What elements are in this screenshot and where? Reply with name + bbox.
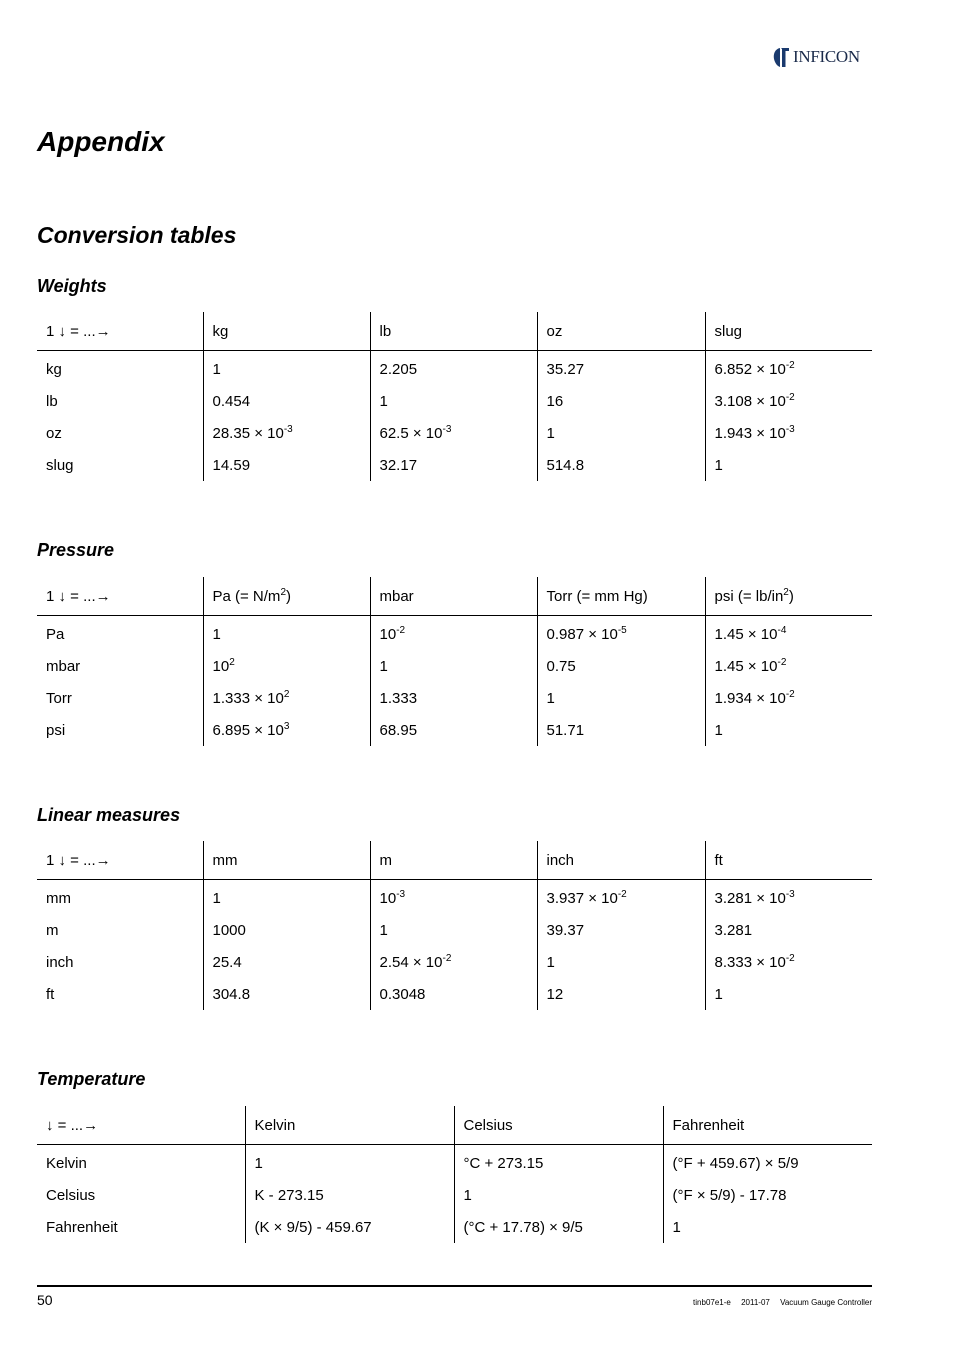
footer-divider bbox=[37, 1285, 872, 1287]
cell: 304.8 bbox=[203, 978, 370, 1010]
cell: 1000 bbox=[203, 914, 370, 946]
cell: 25.4 bbox=[203, 946, 370, 978]
cell: $1.934 \times 10^{-2}$ bbox=[705, 682, 872, 714]
row-label: Kelvin bbox=[46, 1154, 87, 1172]
header-cell: Pa (= $N/m^2$) bbox=[203, 577, 370, 616]
corner-cell: 1 ↓ = ...→ bbox=[37, 577, 203, 616]
header-cell: kg bbox=[203, 312, 370, 351]
table-header-row bbox=[37, 1106, 872, 1145]
cell: (°C + 17.78) × 9/5 bbox=[454, 1211, 663, 1243]
row-label: ft bbox=[46, 985, 55, 1003]
doc-code: tinb07e1-e bbox=[693, 1298, 731, 1307]
cell: 1 bbox=[203, 351, 370, 386]
row-label: mm bbox=[46, 889, 71, 907]
header-cell: slug bbox=[705, 312, 872, 351]
page-title: Appendix bbox=[37, 126, 165, 157]
cell: 0.454 bbox=[203, 385, 370, 417]
table-row bbox=[37, 449, 872, 481]
header-cell: lb bbox=[370, 312, 537, 351]
table-header-row bbox=[37, 312, 872, 351]
inficon-logo bbox=[772, 46, 860, 68]
table-row bbox=[37, 351, 872, 386]
doc-date: 2011-07 bbox=[741, 1298, 770, 1307]
table-row bbox=[37, 1179, 872, 1211]
header-cell: oz bbox=[537, 312, 705, 351]
cell: 1 bbox=[454, 1179, 663, 1211]
cell: $8.333 \times 10^{-2}$ bbox=[705, 946, 872, 978]
cell: $6.852 \times 10^{-2}$ bbox=[705, 351, 872, 386]
row-label: kg bbox=[46, 360, 62, 378]
cell: $3.281 \times 10^{-3}$ bbox=[705, 880, 872, 915]
table-row bbox=[37, 946, 872, 978]
weights-title: Weights bbox=[37, 276, 107, 296]
pressure-title: Pressure bbox=[37, 540, 115, 560]
row-label: inch bbox=[46, 953, 74, 971]
cell: 35.27 bbox=[537, 351, 705, 386]
inficon-mark-icon bbox=[772, 46, 792, 68]
cell: $1.333 \times 10^2$ bbox=[203, 682, 370, 714]
cell: 1 bbox=[370, 650, 537, 682]
cell: 2.205 bbox=[370, 351, 537, 386]
cell: 1 bbox=[705, 714, 872, 746]
cell: K - 273.15 bbox=[245, 1179, 454, 1211]
table-row bbox=[37, 714, 872, 746]
cell: 1 bbox=[663, 1211, 872, 1243]
table-row bbox=[37, 978, 872, 1010]
row-label: Torr bbox=[46, 689, 72, 707]
table-row bbox=[37, 417, 872, 449]
page-number: 50 bbox=[37, 1292, 53, 1308]
row-label: slug bbox=[46, 456, 74, 474]
corner-cell: 1 ↓ = ...→ bbox=[37, 841, 203, 880]
cell: 32.17 bbox=[370, 449, 537, 481]
cell: 51.71 bbox=[537, 714, 705, 746]
logo-text: INFICON bbox=[793, 47, 860, 66]
cell: $10^2$ bbox=[203, 650, 370, 682]
cell: 1 bbox=[705, 978, 872, 1010]
header-cell: ft bbox=[705, 841, 872, 880]
table-header-row bbox=[37, 577, 872, 616]
cell: $2.54 \times 10^{-2}$ bbox=[370, 946, 537, 978]
table-row bbox=[37, 650, 872, 682]
cell: 14.59 bbox=[203, 449, 370, 481]
temperature-table bbox=[37, 1106, 872, 1243]
document-reference bbox=[685, 1298, 872, 1307]
cell: 0.3048 bbox=[370, 978, 537, 1010]
table-row bbox=[37, 385, 872, 417]
cell: 0.75 bbox=[537, 650, 705, 682]
table-row bbox=[37, 914, 872, 946]
cell: $3.937 \times 10^{-2}$ bbox=[537, 880, 705, 915]
header-cell: Kelvin bbox=[245, 1106, 454, 1145]
cell: $3.108 \times 10^{-2}$ bbox=[705, 385, 872, 417]
cell: $62.5 \times 10^{-3}$ bbox=[370, 417, 537, 449]
header-cell: Fahrenheit bbox=[663, 1106, 872, 1145]
corner-cell: ↓ = ...→ bbox=[37, 1106, 245, 1145]
cell: 1.333 bbox=[370, 682, 537, 714]
cell: $10^{-2}$ bbox=[370, 616, 537, 651]
header-cell: mm bbox=[203, 841, 370, 880]
corner-cell: 1 ↓ = ...→ bbox=[37, 312, 203, 351]
weights-table bbox=[37, 312, 872, 481]
table-header-row bbox=[37, 841, 872, 880]
cell: 1 bbox=[537, 682, 705, 714]
table-row bbox=[37, 880, 872, 915]
cell: 39.37 bbox=[537, 914, 705, 946]
linear-table bbox=[37, 841, 872, 1010]
cell: $0.987 \times 10^{-5}$ bbox=[537, 616, 705, 651]
header-cell: mbar bbox=[370, 577, 537, 616]
row-label: lb bbox=[46, 392, 58, 410]
cell: 1 bbox=[203, 616, 370, 651]
row-label: oz bbox=[46, 424, 62, 442]
row-label: mbar bbox=[46, 657, 81, 675]
temperature-title: Temperature bbox=[37, 1069, 146, 1089]
cell: 12 bbox=[537, 978, 705, 1010]
table-row bbox=[37, 1211, 872, 1243]
header-cell: m bbox=[370, 841, 537, 880]
row-label: Celsius bbox=[46, 1186, 96, 1204]
cell: °C + 273.15 bbox=[454, 1145, 663, 1180]
row-label: Fahrenheit bbox=[46, 1218, 118, 1236]
table-row bbox=[37, 1145, 872, 1180]
cell: (K × 9/5) - 459.67 bbox=[245, 1211, 454, 1243]
header-cell: Celsius bbox=[454, 1106, 663, 1145]
cell: $10^{-3}$ bbox=[370, 880, 537, 915]
cell: $28.35 \times 10^{-3}$ bbox=[203, 417, 370, 449]
cell: 1 bbox=[370, 385, 537, 417]
cell: (°F × 5/9) - 17.78 bbox=[663, 1179, 872, 1211]
cell: (°F + 459.67) × 5/9 bbox=[663, 1145, 872, 1180]
header-cell: Torr (= mm Hg) bbox=[537, 577, 705, 616]
cell: 68.95 bbox=[370, 714, 537, 746]
header-cell: inch bbox=[537, 841, 705, 880]
product-name: Vacuum Gauge Controller bbox=[780, 1298, 872, 1307]
cell: 1 bbox=[245, 1145, 454, 1180]
cell: 1 bbox=[203, 880, 370, 915]
header-cell: psi (= $lb/in^2$) bbox=[705, 577, 872, 616]
cell: 1 bbox=[705, 449, 872, 481]
pressure-table bbox=[37, 577, 872, 746]
row-label: psi bbox=[46, 721, 66, 739]
cell: $1.45 \times 10^{-2}$ bbox=[705, 650, 872, 682]
row-label: m bbox=[46, 921, 59, 939]
cell: $1.45 \times 10^{-4}$ bbox=[705, 616, 872, 651]
cell: 1 bbox=[370, 914, 537, 946]
cell: 3.281 bbox=[705, 914, 872, 946]
cell: $6.895 \times 10^3$ bbox=[203, 714, 370, 746]
section-title: Conversion tables bbox=[37, 222, 237, 248]
cell: 514.8 bbox=[537, 449, 705, 481]
cell: 1 bbox=[537, 946, 705, 978]
row-label: Pa bbox=[46, 625, 65, 643]
cell: 16 bbox=[537, 385, 705, 417]
cell: $1.943 \times 10^{-3}$ bbox=[705, 417, 872, 449]
linear-title: Linear measures bbox=[37, 805, 181, 825]
table-row bbox=[37, 616, 872, 651]
table-row bbox=[37, 682, 872, 714]
cell: 1 bbox=[537, 417, 705, 449]
